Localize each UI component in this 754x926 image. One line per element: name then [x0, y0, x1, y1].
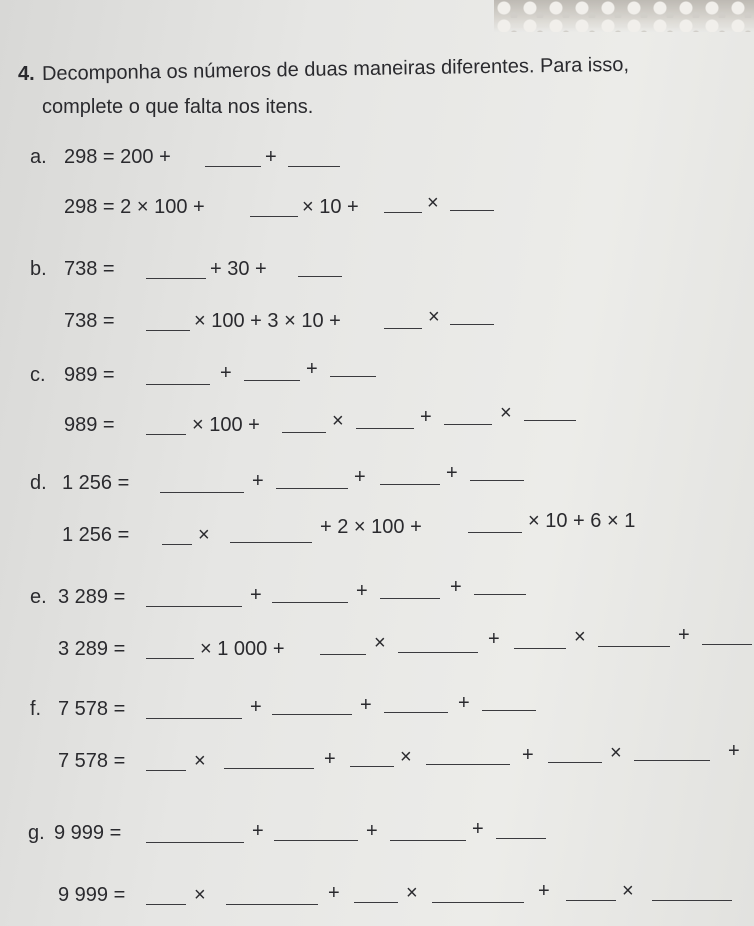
item-e-row1-op3: +	[450, 576, 462, 598]
item-b-row2-op1: × 100 + 3 × 10 +	[194, 310, 341, 332]
item-e-row2-op2: ×	[374, 632, 386, 654]
item-label-b: b.	[30, 258, 47, 280]
answer-blank[interactable]	[224, 768, 314, 769]
answer-blank[interactable]	[274, 840, 358, 841]
item-e-row1	[0, 576, 754, 612]
item-c-row1-op2: +	[306, 358, 318, 380]
answer-blank[interactable]	[288, 166, 340, 167]
item-f-row2-op6: +	[728, 740, 740, 762]
item-f-row1-op2: +	[360, 694, 372, 716]
lace-fabric-edge	[494, 0, 754, 32]
item-g-row2	[0, 880, 754, 910]
answer-blank[interactable]	[146, 842, 244, 843]
item-label-c: c.	[30, 364, 46, 386]
item-g-row2-op5: ×	[622, 880, 634, 902]
item-c-row1-start: 989 =	[64, 364, 115, 386]
item-e-row1-op1: +	[250, 584, 262, 606]
item-d-row2-start: 1 256 =	[62, 524, 130, 546]
item-c-row2-op3: +	[420, 406, 432, 428]
answer-blank[interactable]	[468, 532, 522, 533]
answer-blank[interactable]	[398, 652, 478, 653]
answer-blank[interactable]	[390, 840, 466, 841]
item-c-row2-op4: ×	[500, 402, 512, 424]
answer-blank[interactable]	[384, 328, 422, 329]
answer-blank[interactable]	[146, 770, 186, 771]
item-e-row2-op3: +	[488, 628, 500, 650]
item-d-row1-op2: +	[354, 466, 366, 488]
item-g-row2-op4: +	[538, 880, 550, 902]
item-f-row1-start: 7 578 =	[58, 698, 126, 720]
item-e-row2-start: 3 289 =	[58, 638, 126, 660]
answer-blank[interactable]	[702, 644, 752, 645]
answer-blank[interactable]	[482, 710, 536, 711]
item-g-row1-op2: +	[366, 820, 378, 842]
item-e-row1-start: 3 289 =	[58, 586, 126, 608]
answer-blank[interactable]	[380, 484, 440, 485]
item-g-row2-op1: ×	[194, 884, 206, 906]
item-label-a: a.	[30, 146, 47, 168]
item-f-row1-op1: +	[250, 696, 262, 718]
answer-blank[interactable]	[380, 598, 440, 599]
question-instruction-line1: Decomponha os números de duas maneiras diferentes. Para isso,	[41, 53, 630, 85]
answer-blank[interactable]	[450, 324, 494, 325]
answer-blank[interactable]	[566, 900, 616, 901]
item-a-row2-op2: ×	[427, 192, 439, 214]
item-label-e: e.	[30, 586, 47, 608]
item-a-row1	[0, 142, 754, 172]
answer-blank[interactable]	[634, 760, 710, 761]
question-number: 4.	[18, 63, 35, 85]
answer-blank[interactable]	[524, 420, 576, 421]
question-instruction-line2: complete o que falta nos itens.	[42, 96, 314, 118]
item-f-row2-op2: +	[324, 748, 336, 770]
answer-blank[interactable]	[496, 838, 546, 839]
item-e-row2-op4: ×	[574, 626, 586, 648]
answer-blank[interactable]	[444, 424, 492, 425]
answer-blank[interactable]	[205, 166, 261, 167]
item-d-row2	[0, 510, 754, 550]
answer-blank[interactable]	[250, 216, 298, 217]
answer-blank[interactable]	[162, 544, 192, 545]
answer-blank[interactable]	[514, 648, 566, 649]
item-b-row2-op2: ×	[428, 306, 440, 328]
item-e-row2-op5: +	[678, 624, 690, 646]
answer-blank[interactable]	[320, 654, 366, 655]
answer-blank[interactable]	[146, 384, 210, 385]
item-a-row2	[0, 192, 754, 222]
answer-blank[interactable]	[244, 380, 300, 381]
item-f-row1	[0, 694, 754, 724]
item-b-row2	[0, 306, 754, 336]
item-g-row1-op3: +	[472, 818, 484, 840]
item-a-row2-op1: × 10 +	[302, 196, 359, 218]
answer-blank[interactable]	[330, 376, 376, 377]
item-f-row2-op5: ×	[610, 742, 622, 764]
item-b-row1	[0, 254, 754, 284]
item-f-row2-op3: ×	[400, 746, 412, 768]
item-d-row2-op1: ×	[198, 524, 210, 546]
item-d-row2-op2: + 2 × 100 +	[320, 516, 422, 538]
answer-blank[interactable]	[356, 428, 414, 429]
item-e-row2-op1: × 1 000 +	[200, 638, 285, 660]
item-b-row1-start: 738 =	[64, 258, 115, 280]
answer-blank[interactable]	[384, 712, 448, 713]
item-f-row2	[0, 740, 754, 776]
item-c-row2-op1: × 100 +	[192, 414, 260, 436]
answer-blank[interactable]	[652, 900, 732, 901]
item-label-f: f.	[30, 698, 42, 720]
answer-blank[interactable]	[354, 902, 398, 903]
answer-blank[interactable]	[282, 432, 326, 433]
answer-blank[interactable]	[146, 434, 186, 435]
answer-blank[interactable]	[146, 278, 206, 279]
answer-blank[interactable]	[474, 594, 526, 595]
answer-blank[interactable]	[160, 492, 244, 493]
item-f-row2-op4: +	[522, 744, 534, 766]
item-d-row1	[0, 462, 754, 498]
answer-blank[interactable]	[146, 658, 194, 659]
item-label-g: g.	[28, 822, 45, 844]
answer-blank[interactable]	[384, 212, 422, 213]
answer-blank[interactable]	[298, 276, 342, 277]
item-c-row1-op1: +	[220, 362, 232, 384]
answer-blank[interactable]	[272, 714, 352, 715]
answer-blank[interactable]	[230, 542, 312, 543]
item-a-row1-op1: +	[265, 146, 277, 168]
item-g-row1	[0, 818, 754, 848]
item-a-row1-start: 298 = 200 +	[64, 146, 171, 168]
item-label-d: d.	[30, 472, 47, 494]
item-g-row2-op3: ×	[406, 882, 418, 904]
item-f-row2-op1: ×	[194, 750, 206, 772]
item-d-row1-start: 1 256 =	[62, 472, 130, 494]
answer-blank[interactable]	[146, 718, 242, 719]
answer-blank[interactable]	[450, 210, 494, 211]
answer-blank[interactable]	[146, 330, 190, 331]
answer-blank[interactable]	[426, 764, 510, 765]
item-c-row1	[0, 360, 754, 390]
answer-blank[interactable]	[350, 766, 394, 767]
item-d-row1-op3: +	[446, 462, 458, 484]
answer-blank[interactable]	[598, 646, 670, 647]
answer-blank[interactable]	[146, 606, 242, 607]
item-g-row2-start: 9 999 =	[58, 884, 126, 906]
answer-blank[interactable]	[432, 902, 524, 903]
item-a-row2-start: 298 = 2 × 100 +	[64, 196, 205, 218]
item-d-row2-op3: × 10 + 6 × 1	[528, 510, 636, 532]
item-b-row1-op1: + 30 +	[210, 258, 267, 280]
answer-blank[interactable]	[146, 904, 186, 905]
item-g-row1-start: 9 999 =	[54, 822, 122, 844]
item-c-row2-op2: ×	[332, 410, 344, 432]
item-c-row2	[0, 402, 754, 440]
item-f-row1-op3: +	[458, 692, 470, 714]
answer-blank[interactable]	[272, 602, 348, 603]
answer-blank[interactable]	[226, 904, 318, 905]
answer-blank[interactable]	[276, 488, 348, 489]
answer-blank[interactable]	[548, 762, 602, 763]
item-f-row2-start: 7 578 =	[58, 750, 126, 772]
item-g-row2-op2: +	[328, 882, 340, 904]
answer-blank[interactable]	[470, 480, 524, 481]
item-e-row2	[0, 624, 754, 664]
item-g-row1-op1: +	[252, 820, 264, 842]
item-d-row1-op1: +	[252, 470, 264, 492]
item-e-row1-op2: +	[356, 580, 368, 602]
item-b-row2-start: 738 =	[64, 310, 115, 332]
item-c-row2-start: 989 =	[64, 414, 115, 436]
